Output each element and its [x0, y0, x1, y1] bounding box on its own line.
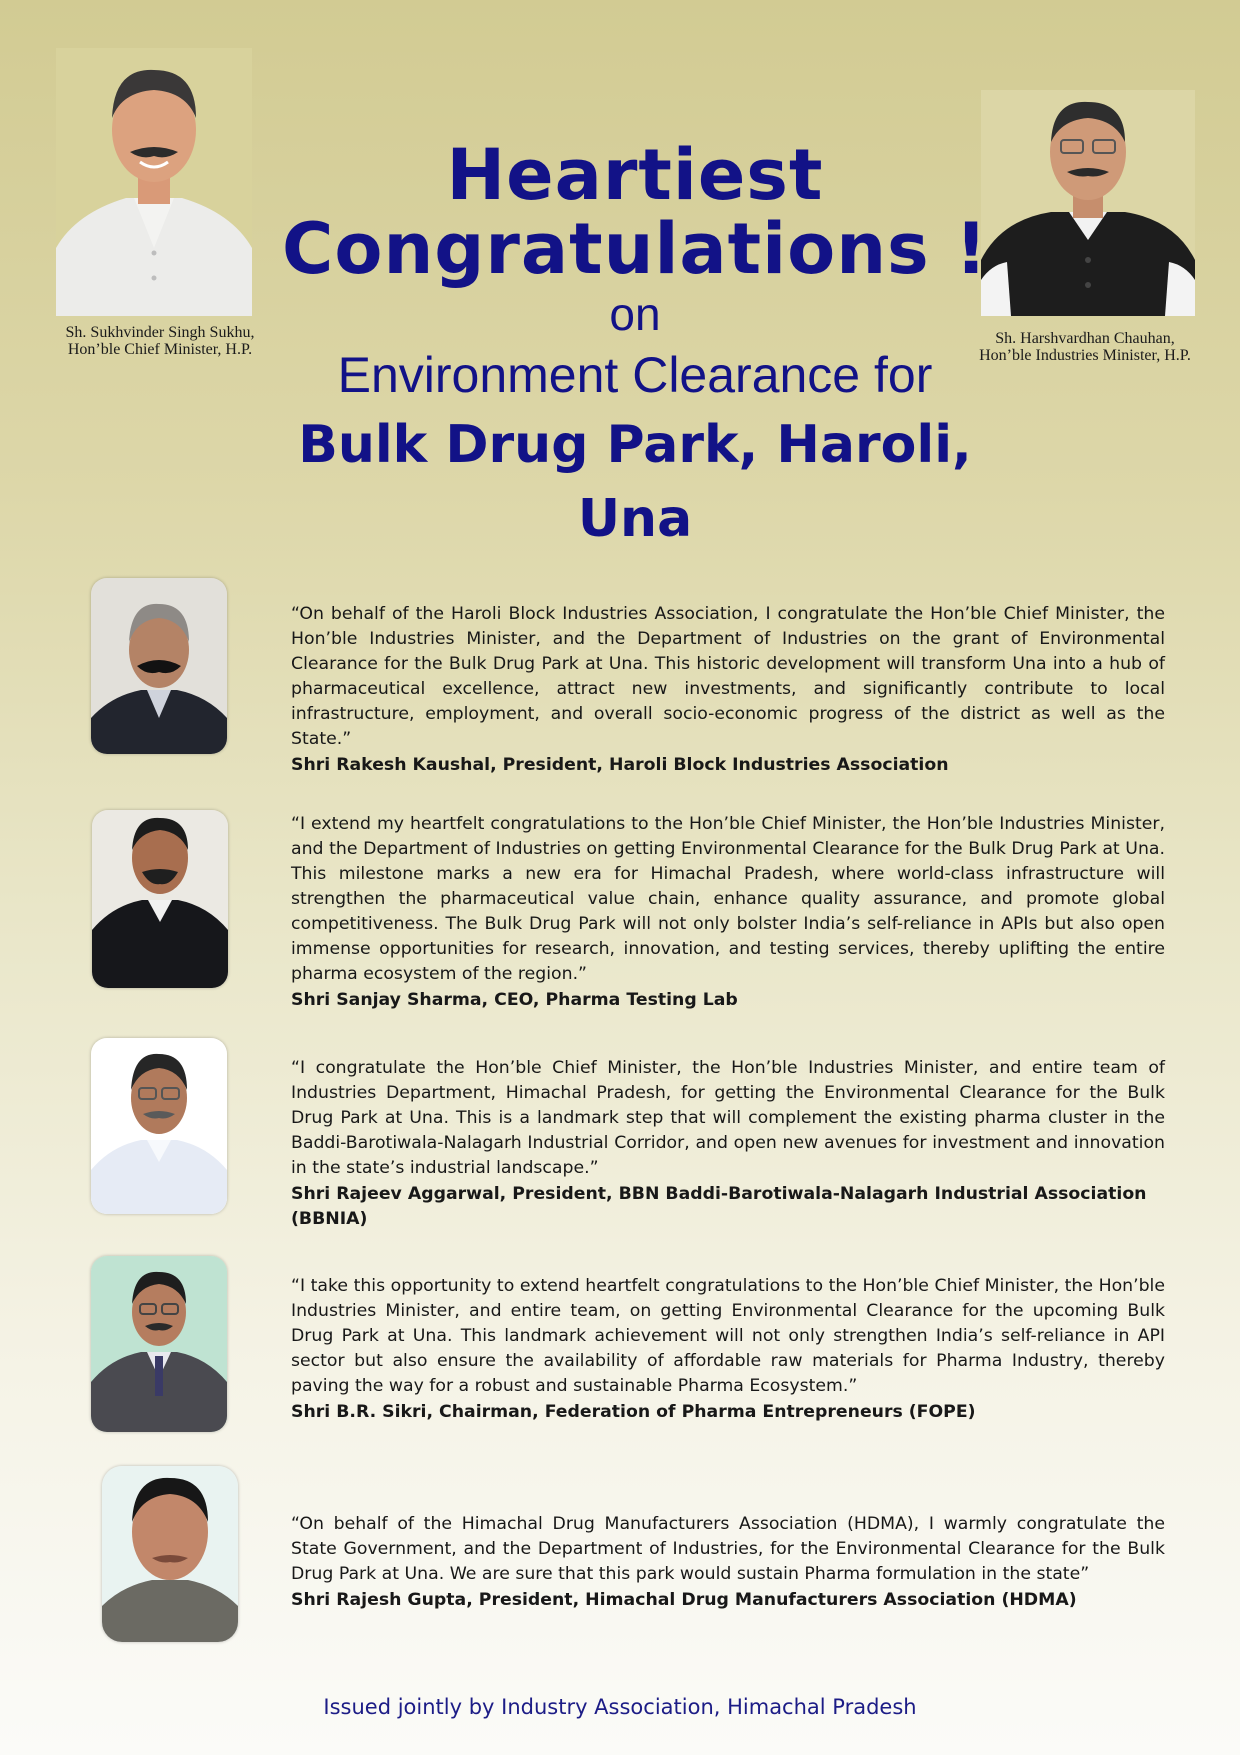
- headline-congratulations: Congratulations !: [281, 208, 989, 290]
- chief-minister-name: Sh. Sukhvinder Singh Sukhu,: [65, 324, 255, 341]
- headline-environment-clearance: Environment Clearance for: [337, 347, 933, 403]
- quote-signature: Shri Rajeev Aggarwal, President, BBN Baddi-Barotiwala-Nalagarh Industrial Association (BBNIA): [291, 1184, 1147, 1229]
- industries-minister-name: Sh. Harshvardhan Chauhan,: [995, 330, 1175, 347]
- quote-text: “I take this opportunity to extend heartfelt congratulations to the Hon’ble Chief Minister, the Hon’ble Industries Minister, and entire team, on getting Environmental Clearance for the upcoming Bulk Drug Park at Una. This landmark achievement will not only strengthen India’s self-reliance in API sector but also ensure the availability of affordable raw materials for Pharma Industry, thereby paving the way for a robust and sustainable Pharma Ecosystem.”: [291, 1276, 1165, 1396]
- quote-author-photo: [91, 1038, 227, 1214]
- chief-minister-photo: [56, 48, 252, 316]
- quote-signature: Shri Rajesh Gupta, President, Himachal Drug Manufacturers Association (HDMA): [291, 1590, 1077, 1610]
- quote-text: “I congratulate the Hon’ble Chief Minister, the Hon’ble Industries Minister, and entire team of Industries Department, Himachal Pradesh, for getting the Environmental Clearance for the Bulk Drug Park at Una. This is a landmark step that will complement the existing pharma cluster in the Baddi-Barotiwala-Nalagarh Industrial Corridor, and open new avenues for investment and innovation in the state’s industrial landscape.”: [291, 1058, 1165, 1178]
- quote-text: “On behalf of the Haroli Block Industries Association, I congratulate the Hon’ble Chief Minister, the Hon’ble Industries Minister, and the Department of Industries on the grant of Environmental Clearance for the Bulk Drug Park at Una. This historic development will transform Una into a hub of pharmaceutical excellence, attract new investments, and significantly contribute to local infrastructure, employment, and overall socio-economic progress of the district as well as the State.”: [291, 604, 1165, 749]
- footer-issuer: Issued jointly by Industry Association, Himachal Pradesh: [323, 1695, 917, 1719]
- quote-signature: Shri Rakesh Kaushal, President, Haroli Block Industries Association: [291, 755, 949, 775]
- quote-author-photo: [102, 1466, 238, 1642]
- headline-bulk-drug-park: Bulk Drug Park, Haroli, Una: [298, 415, 972, 549]
- quote-author-photo: [91, 1256, 227, 1432]
- quote-text: “I extend my heartfelt congratulations to the Hon’ble Chief Minister, the Hon’ble Industries Minister, and the Department of Industries on getting Environmental Clearance for the Bulk Drug Park at Una. This milestone marks a new era for Himachal Pradesh, where world-class infrastructure will strengthen the pharmaceutical value chain, enhance quality assurance, and promote global competitiveness. The Bulk Drug Park will not only bolster India’s self-reliance in APIs but also open immense opportunities for research, innovation, and testing services, thereby uplifting the entire pharma ecosystem of the region.”: [291, 814, 1165, 984]
- industries-minister-role: Hon’ble Industries Minister, H.P.: [979, 347, 1191, 364]
- headline: [250, 134, 1020, 556]
- quote-author-photo: [91, 578, 227, 754]
- quote-signature: Shri B.R. Sikri, Chairman, Federation of Pharma Entrepreneurs (FOPE): [291, 1402, 976, 1422]
- chief-minister-block: [40, 48, 280, 358]
- quote-author-photo: [92, 810, 228, 988]
- chief-minister-role: Hon’ble Chief Minister, H.P.: [67, 341, 253, 358]
- quote-signature: Shri Sanjay Sharma, CEO, Pharma Testing Lab: [291, 990, 738, 1010]
- headline-on: on: [609, 288, 661, 340]
- headline-heartiest: Heartiest: [446, 134, 824, 216]
- quote-text: “On behalf of the Himachal Drug Manufacturers Association (HDMA), I warmly congratulate the State Government, and the Department of Industries, for the Environmental Clearance for the Bulk Drug Park at Una. We are sure that this park would sustain Pharma formulation in the state”: [291, 1514, 1165, 1584]
